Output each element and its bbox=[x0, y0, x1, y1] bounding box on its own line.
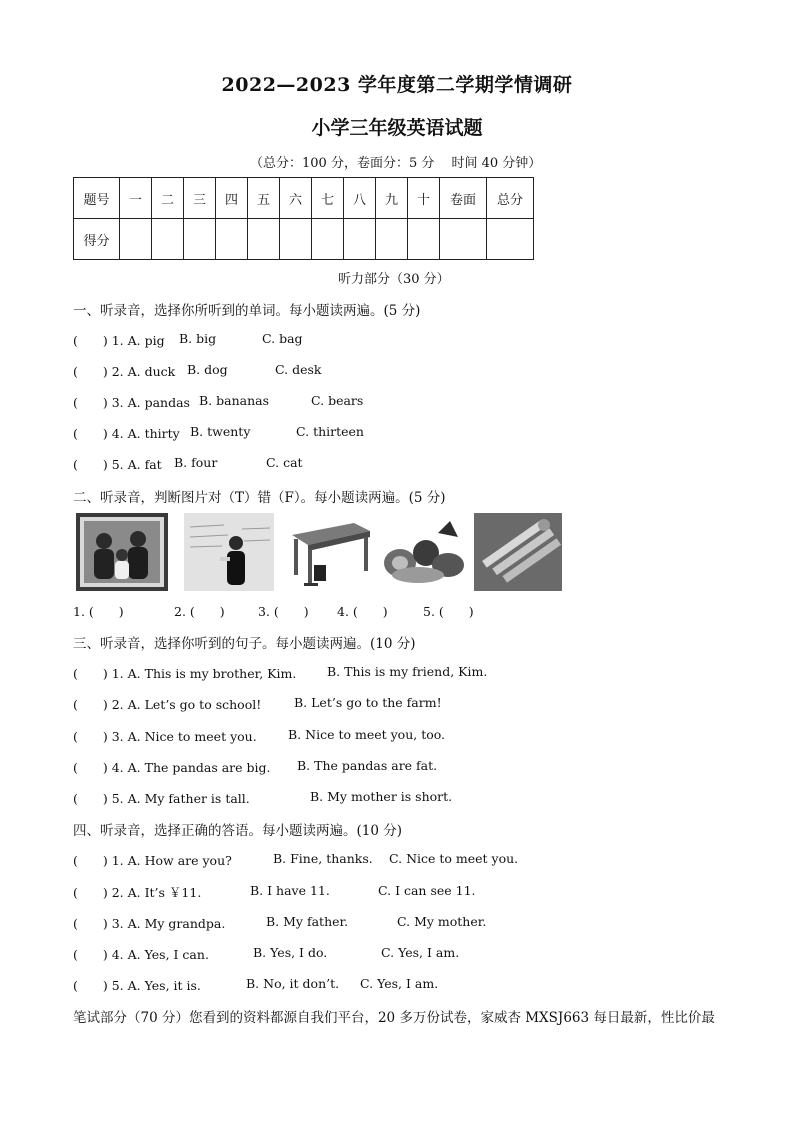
question-option-c: C. Nice to meet you. bbox=[389, 851, 519, 866]
pic-answer-3[interactable]: 3. ( ) bbox=[258, 604, 309, 619]
score-input-cell[interactable] bbox=[344, 219, 376, 260]
question-option-b: B. bananas bbox=[199, 393, 270, 408]
question-option-a: ( ) 1. A. How are you? bbox=[73, 853, 232, 868]
exam-info: （总分：100 分，卷面分：5 分 时间 40 分钟） bbox=[250, 156, 542, 171]
listening-part-title: 听力部分（30 分） bbox=[338, 272, 450, 287]
question-option-a: ( ) 2. A. duck bbox=[73, 364, 176, 379]
question-option-c: C. Yes, I am. bbox=[360, 976, 439, 991]
question-option-b: B. No, it don’t. bbox=[246, 976, 340, 991]
question-option-b: B. Let’s go to the farm! bbox=[294, 695, 442, 710]
score-cell: 一 bbox=[120, 178, 152, 219]
score-input-cell[interactable] bbox=[280, 219, 312, 260]
score-input-cell[interactable] bbox=[248, 219, 280, 260]
teacher-image bbox=[184, 513, 274, 591]
family-photo-image bbox=[76, 513, 168, 591]
score-cell: 八 bbox=[344, 178, 376, 219]
question-option-c: C. bears bbox=[311, 393, 364, 408]
question-option-c: C. I can see 11. bbox=[378, 883, 476, 898]
question-option-a: ( ) 4. A. Yes, I can. bbox=[73, 947, 209, 962]
score-cell: 总分 bbox=[487, 178, 534, 219]
question-option-c: C. cat bbox=[266, 455, 303, 470]
score-cell: 三 bbox=[184, 178, 216, 219]
score-input-cell[interactable] bbox=[440, 219, 487, 260]
score-input-cell[interactable] bbox=[312, 219, 344, 260]
pic-answer-1[interactable]: 1. ( ) bbox=[73, 604, 124, 619]
question-option-b: B. dog bbox=[187, 362, 228, 377]
score-cell: 十 bbox=[408, 178, 440, 219]
question-option-a: ( ) 5. A. fat bbox=[73, 457, 162, 472]
question-option-b: B. Nice to meet you, too. bbox=[288, 727, 446, 742]
section1-title: 一、听录音，选择你所听到的单词。每小题读两遍。(5 分) bbox=[73, 303, 421, 319]
question-option-b: B. big bbox=[179, 331, 217, 346]
score-cell: 四 bbox=[216, 178, 248, 219]
question-option-b: B. four bbox=[174, 455, 218, 470]
score-input-cell[interactable] bbox=[487, 219, 534, 260]
question-option-c: C. My mother. bbox=[397, 914, 487, 929]
question-option-b: B. This is my friend, Kim. bbox=[327, 664, 488, 679]
section3-title: 三、听录音，选择你听到的句子。每小题读两遍。(10 分) bbox=[73, 636, 416, 652]
question-option-c: C. Yes, I am. bbox=[381, 945, 460, 960]
question-option-c: C. thirteen bbox=[296, 424, 364, 439]
score-cell: 卷面 bbox=[440, 178, 487, 219]
question-option-b: B. twenty bbox=[190, 424, 251, 439]
question-option-a: ( ) 1. A. This is my brother, Kim. bbox=[73, 666, 297, 681]
score-cell: 五 bbox=[248, 178, 280, 219]
question-option-a: ( ) 5. A. Yes, it is. bbox=[73, 978, 201, 993]
section2-title: 二、听录音，判断图片对（T）错（F）。每小题读两遍。(5 分) bbox=[73, 490, 446, 506]
score-input-cell[interactable] bbox=[376, 219, 408, 260]
score-table bbox=[73, 177, 534, 260]
question-option-a: ( ) 3. A. My grandpa. bbox=[73, 916, 226, 931]
desk-image bbox=[284, 513, 374, 591]
pic-answer-5[interactable]: 5. ( ) bbox=[423, 604, 474, 619]
vegetables-image bbox=[378, 513, 470, 591]
score-cell: 六 bbox=[280, 178, 312, 219]
rulers-image bbox=[474, 513, 562, 591]
written-part-line: 笔试部分（70 分）您看到的资料都源自我们平台，20 多万份试卷，家威杏 MXSJ663 每日最新，性比价最 bbox=[73, 1010, 715, 1026]
score-table-score-row bbox=[74, 219, 534, 260]
pic-answer-4[interactable]: 4. ( ) bbox=[337, 604, 388, 619]
score-cell: 题号 bbox=[74, 178, 120, 219]
question-option-a: ( ) 1. A. pig bbox=[73, 333, 165, 348]
score-input-cell[interactable] bbox=[216, 219, 248, 260]
question-option-a: ( ) 4. A. The pandas are big. bbox=[73, 760, 271, 775]
score-cell: 七 bbox=[312, 178, 344, 219]
score-table-header-row bbox=[74, 178, 534, 219]
question-option-c: C. desk bbox=[275, 362, 322, 377]
exam-subtitle: 小学三年级英语试题 bbox=[311, 117, 483, 139]
score-input-cell[interactable] bbox=[152, 219, 184, 260]
question-option-b: B. My mother is short. bbox=[310, 789, 453, 804]
question-option-b: B. Yes, I do. bbox=[253, 945, 328, 960]
question-option-a: ( ) 2. A. Let’s go to school! bbox=[73, 697, 262, 712]
score-input-cell[interactable] bbox=[184, 219, 216, 260]
score-cell: 二 bbox=[152, 178, 184, 219]
score-cell: 九 bbox=[376, 178, 408, 219]
question-option-b: B. Fine, thanks. bbox=[273, 851, 373, 866]
question-option-c: C. bag bbox=[262, 331, 303, 346]
question-option-b: B. My father. bbox=[266, 914, 349, 929]
section4-title: 四、听录音，选择正确的答语。每小题读两遍。(10 分) bbox=[73, 823, 403, 839]
score-input-cell[interactable] bbox=[120, 219, 152, 260]
question-option-a: ( ) 5. A. My father is tall. bbox=[73, 791, 250, 806]
question-option-a: ( ) 3. A. pandas bbox=[73, 395, 190, 410]
question-option-a: ( ) 3. A. Nice to meet you. bbox=[73, 729, 257, 744]
score-input-cell[interactable] bbox=[408, 219, 440, 260]
pic-answer-2[interactable]: 2. ( ) bbox=[174, 604, 225, 619]
exam-title: 2022—2023 学年度第二学期学情调研 bbox=[221, 74, 573, 96]
question-option-a: ( ) 4. A. thirty bbox=[73, 426, 180, 441]
question-option-b: B. I have 11. bbox=[250, 883, 330, 898]
question-option-b: B. The pandas are fat. bbox=[297, 758, 438, 773]
score-cell: 得分 bbox=[74, 219, 120, 260]
question-option-a: ( ) 2. A. It’s ￥11. bbox=[73, 885, 202, 900]
